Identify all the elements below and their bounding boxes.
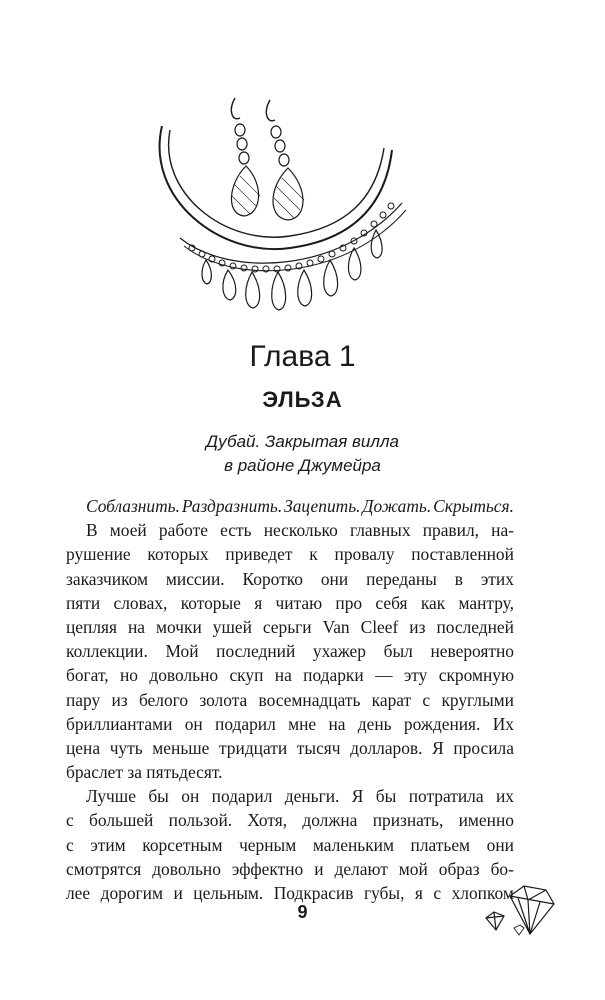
diamond-icon xyxy=(480,878,560,948)
body-line: браслет за пятьдесят. xyxy=(66,762,223,783)
body-line: Соблазнить. Раздразнить. Зацепить. Дожать. Скрыться. xyxy=(86,496,514,516)
body-line: Лучше бы он подарил деньги. Я бы потратила их xyxy=(86,786,514,807)
body-line: с этим корсетным черным маленьким платьем они xyxy=(66,834,514,855)
body-text xyxy=(66,494,514,905)
chapter-title: Глава 1 xyxy=(249,340,356,373)
body-line: бриллиантами он подарил мне на день рождения. Их xyxy=(66,713,514,734)
necklace-earrings-illustration xyxy=(140,88,430,313)
chapter-name: ЭЛЬЗА xyxy=(262,387,343,412)
body-line: пяти словах, которые я читаю про себя как мантру, xyxy=(66,592,514,613)
body-line: пару из белого золота восемнадцать карат с круглыми xyxy=(66,689,514,710)
body-line: богат, но довольно скуп на подарки — эту скромную xyxy=(66,665,514,686)
location-line-2: в районе Джумейра xyxy=(224,456,381,475)
body-line: с большей пользой. Хотя, должна признать, именно xyxy=(66,810,514,831)
body-line: лее дорогим и цельным. Подкрасив губы, я с хлопком xyxy=(66,883,514,903)
body-line: цепляя на мочки ушей серьги Van Cleef из последней xyxy=(66,616,514,637)
body-line: рушение которых приведет к провалу поставленной xyxy=(66,544,514,565)
body-line: В моей работе есть несколько главных правил, на- xyxy=(86,520,514,541)
page-number: 9 xyxy=(297,902,308,922)
body-line: цена чуть меньше тридцати тысяч долларов. Я просила xyxy=(66,737,514,758)
location-line-1: Дубай. Закрытая вилла xyxy=(205,432,400,451)
body-line: заказчиком миссии. Коротко они переданы в этих xyxy=(66,568,514,589)
location-subtitle xyxy=(0,430,605,478)
body-line: коллекции. Мой последний ухажер был невероятно xyxy=(66,641,514,662)
body-line: смотрятся довольно эффектно и делают мой образ бо- xyxy=(66,858,514,879)
